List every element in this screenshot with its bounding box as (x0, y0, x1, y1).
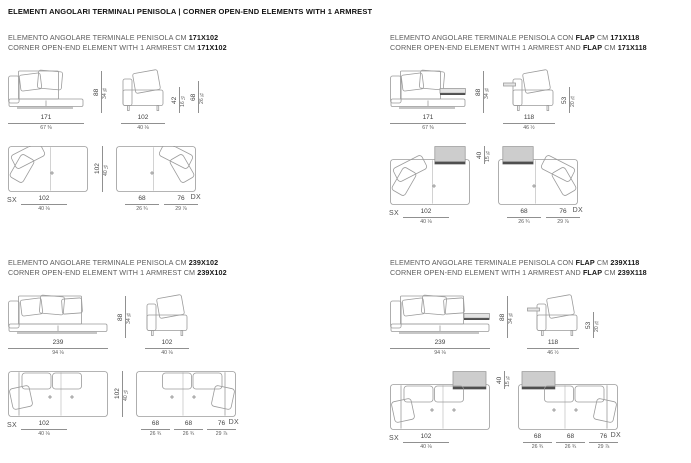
front-view (390, 63, 466, 132)
side-view-drawing (527, 288, 579, 336)
inch-value: 15 ¾ (504, 372, 511, 387)
cm-value: 53 (585, 320, 592, 329)
side-view (145, 288, 189, 357)
inch-value: 29 ⅞ (175, 205, 187, 212)
inch-value: 40 ⅛ (420, 218, 432, 225)
cm-value: 42 (171, 95, 178, 104)
inch-value: 29 ⅞ (557, 218, 569, 225)
inch-value: 94 ⅛ (434, 350, 446, 356)
plan-sx-drawing (390, 146, 470, 205)
dx-label: DX (190, 194, 201, 201)
side-view (503, 63, 555, 132)
inch-value: 20 ⅞ (593, 317, 600, 332)
variant-title (8, 258, 236, 277)
cm-value: 102 (403, 433, 449, 443)
front-view (8, 63, 84, 132)
dim-sx-width (21, 195, 67, 213)
plan-view-dx (136, 371, 239, 438)
plan-sx-drawing (8, 146, 88, 192)
plan-view-dx (498, 146, 583, 226)
variant-title (8, 33, 227, 52)
plan-views (390, 371, 647, 451)
plan-views (7, 371, 239, 438)
cm-value: 68 (523, 433, 552, 443)
inch-value: 40 ⅛ (38, 205, 50, 212)
inch-value: 94 ⅛ (52, 350, 64, 356)
dim-depth (94, 146, 109, 192)
dim-front-width (8, 339, 108, 357)
dim-dx-seat-width (507, 208, 541, 226)
dim-front-width (390, 114, 466, 132)
cm-value: 171 (8, 114, 84, 124)
inch-value: 46 ½ (523, 125, 535, 131)
dim-dx-seat-width (141, 420, 170, 438)
cm-value: 118 (527, 339, 579, 349)
variant-title-it: ELEMENTO ANGOLARE TERMINALE PENISOLA CON FLAP CM 239X118 (390, 258, 640, 267)
dim-flap-height (585, 312, 600, 338)
plan-view-sx (390, 371, 490, 451)
dim-dx-seat-width (125, 195, 159, 213)
variant-title-en: CORNER OPEN-END ELEMENT WITH 1 ARMREST AND FLAP CM 239X118 (390, 267, 647, 277)
cm-value: 68 (190, 92, 197, 101)
inch-value: 67 ⅜ (422, 125, 434, 131)
inch-value: 20 ⅞ (569, 92, 576, 107)
variant-title-it: ELEMENTO ANGOLARE TERMINALE PENISOLA CON FLAP CM 171X118 (390, 33, 640, 42)
inch-value: 15 ¾ (484, 147, 491, 162)
side-view-drawing (145, 288, 189, 336)
plan-dx-drawing (116, 146, 196, 192)
front-view-drawing (8, 63, 84, 111)
plan-sx-drawing (390, 371, 490, 430)
front-view-drawing (8, 288, 108, 336)
cm-value: 76 (546, 208, 580, 218)
inch-value: 34 ⅝ (101, 84, 108, 99)
inch-value: 29 ⅞ (215, 430, 228, 437)
dim-dx-seat-width (523, 433, 552, 451)
dim-side-width (527, 339, 579, 357)
dim-side-width (121, 114, 165, 132)
inch-value: 40 ⅛ (137, 125, 149, 131)
plan-view-dx (116, 146, 201, 213)
dim-front-width (8, 114, 84, 132)
cm-value: 102 (94, 163, 101, 175)
dim-sx-width (21, 420, 67, 438)
inch-value: 26 ¾ (531, 443, 544, 450)
cm-value: 102 (145, 339, 189, 349)
plan-dx-drawing (136, 371, 236, 417)
dim-overall-height (475, 71, 490, 113)
cm-value: 239 (8, 339, 108, 349)
page-title: ELEMENTI ANGOLARI TERMINALI PENISOLA | CORNER OPEN-END ELEMENTS WITH 1 ARMREST (8, 7, 373, 16)
inch-value: 34 ⅝ (125, 309, 132, 324)
dx-label: DX (610, 432, 621, 439)
cm-value: 118 (503, 114, 555, 124)
inch-value: 67 ⅜ (40, 125, 52, 131)
inch-value: 40 ⅛ (102, 162, 109, 176)
dim-side-width (503, 114, 555, 132)
front-view-drawing (390, 63, 466, 111)
dim-sx-width (403, 433, 449, 451)
inch-value: 26 ¾ (182, 430, 195, 437)
dim-flap-depth (496, 371, 511, 389)
plan-view-dx (518, 371, 621, 451)
dim-flap-height (561, 87, 576, 113)
variant-title-it: ELEMENTO ANGOLARE TERMINALE PENISOLA CM 171X102 (8, 33, 219, 42)
cm-value: 102 (121, 114, 165, 124)
dim-sx-width (403, 208, 449, 226)
inch-value: 26 ¾ (518, 218, 530, 225)
cm-value: 102 (21, 195, 67, 205)
dim-front-width (390, 339, 490, 357)
inch-value: 26 ¾ (149, 430, 162, 437)
plan-sx-drawing (8, 371, 108, 417)
spec-section-171x102 (8, 33, 227, 212)
front-view (390, 288, 490, 357)
dim-flap-depth (476, 146, 491, 164)
cm-value: 76 (207, 420, 236, 430)
plan-views (390, 146, 647, 226)
cm-value: 68 (174, 420, 203, 430)
spec-section-flap-239x118 (390, 258, 647, 450)
cm-value: 76 (589, 433, 618, 443)
cm-value: 171 (390, 114, 466, 124)
dim-dx-seat2-width (174, 420, 203, 438)
cm-value: 88 (499, 312, 506, 321)
sx-label: SX (7, 422, 17, 429)
side-view (121, 63, 165, 132)
variant-title-en: CORNER OPEN-END ELEMENT WITH 1 ARMREST AND FLAP CM 171X118 (390, 42, 647, 52)
plan-view-sx (390, 146, 470, 226)
cm-value: 88 (117, 312, 124, 321)
elevation-views (390, 288, 647, 357)
cm-value: 239 (390, 339, 490, 349)
variant-title (390, 258, 647, 277)
inch-value: 34 ⅝ (507, 309, 514, 324)
cm-value: 53 (561, 95, 568, 104)
cm-value: 68 (141, 420, 170, 430)
inch-value: 40 ⅛ (420, 443, 432, 450)
cm-value: 102 (21, 420, 67, 430)
front-view-drawing (390, 288, 490, 336)
inch-value: 40 ⅛ (122, 387, 129, 401)
plan-dx-drawing (498, 146, 578, 205)
elevation-views (8, 288, 236, 357)
dim-side-width (145, 339, 189, 357)
variant-title-en: CORNER OPEN-END ELEMENT WITH 1 ARMREST CM 171X102 (8, 42, 227, 52)
plan-view-sx (8, 146, 88, 213)
inch-value: 40 ⅛ (38, 430, 50, 437)
cm-value: 88 (475, 87, 482, 96)
inch-value: 40 ⅛ (161, 350, 173, 356)
front-view (8, 288, 108, 357)
side-view (527, 288, 579, 357)
cm-value: 102 (114, 388, 121, 400)
variant-title-it: ELEMENTO ANGOLARE TERMINALE PENISOLA CM 239X102 (8, 258, 219, 267)
inch-value: 26 ¾ (198, 89, 205, 104)
dim-overall-height (117, 296, 132, 338)
inch-value: 46 ½ (547, 350, 559, 356)
spec-section-239x102 (7, 258, 239, 437)
sx-label: SX (389, 210, 399, 217)
spec-section-flap-171x118 (390, 33, 647, 225)
variant-title-en: CORNER OPEN-END ELEMENT WITH 1 ARMREST CM 239X102 (8, 267, 227, 277)
dim-seat-height (171, 87, 186, 113)
cm-value: 40 (496, 375, 503, 384)
inch-value: 16 ½ (179, 92, 186, 107)
variant-title (390, 33, 647, 52)
cm-value: 76 (164, 195, 198, 205)
inch-value: 34 ⅝ (483, 84, 490, 99)
cm-value: 102 (403, 208, 449, 218)
plan-dx-drawing (518, 371, 618, 430)
dx-label: DX (228, 419, 239, 426)
elevation-views (390, 63, 647, 132)
cm-value: 40 (476, 150, 483, 159)
dim-dx-seat2-width (556, 433, 585, 451)
plan-view-sx (8, 371, 108, 438)
inch-value: 29 ⅞ (597, 443, 610, 450)
inch-value: 26 ¾ (136, 205, 148, 212)
dim-depth (114, 371, 129, 417)
cm-value: 68 (507, 208, 541, 218)
side-view-drawing (503, 63, 555, 111)
dx-label: DX (572, 207, 583, 214)
inch-value: 26 ¾ (564, 443, 577, 450)
dim-armrest-height (190, 81, 205, 113)
plan-views (8, 146, 227, 213)
elevation-views (8, 63, 227, 132)
cm-value: 68 (125, 195, 159, 205)
dim-overall-height (499, 296, 514, 338)
cm-value: 68 (556, 433, 585, 443)
cm-value: 88 (93, 87, 100, 96)
side-view-drawing (121, 63, 165, 111)
sx-label: SX (7, 197, 17, 204)
sx-label: SX (389, 435, 399, 442)
dim-overall-height (93, 71, 108, 113)
